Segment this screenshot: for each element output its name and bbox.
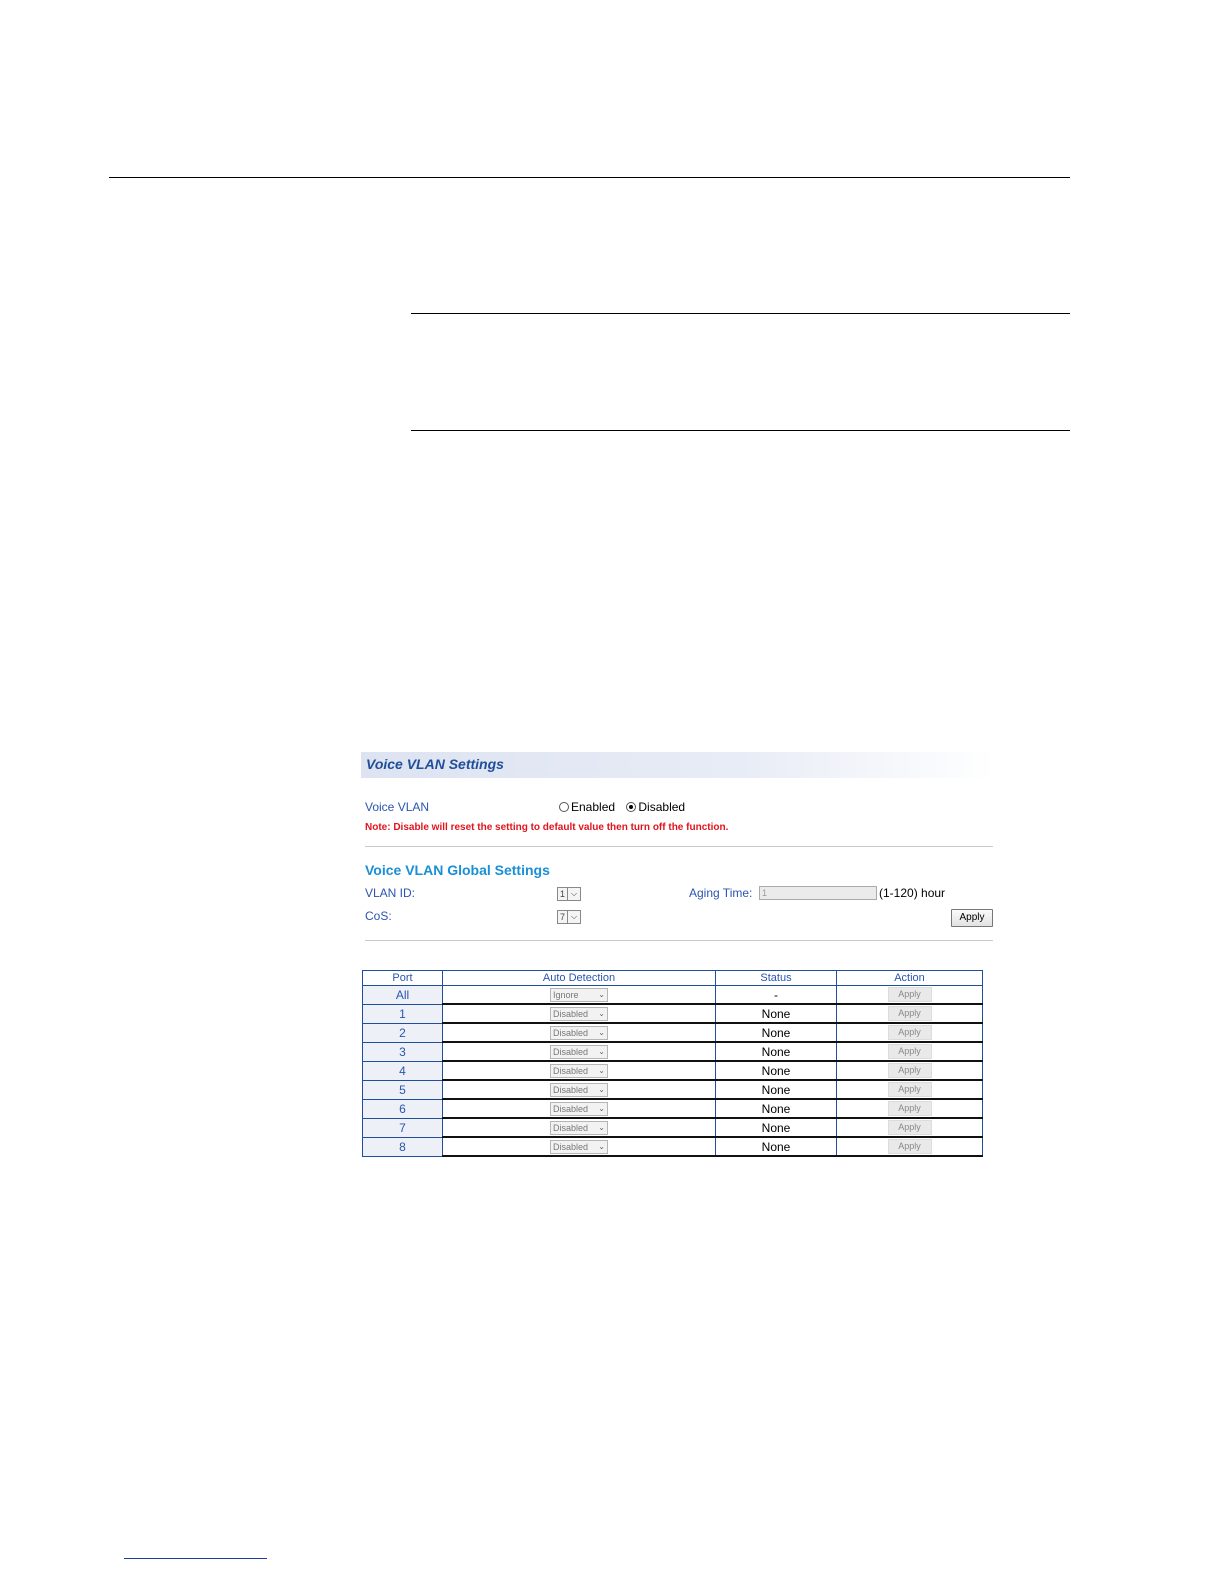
port-cell: 1 [363,1004,443,1023]
chevron-down-icon: ⌄ [598,1122,605,1132]
status-cell: - [716,986,837,1005]
row-apply-button[interactable]: Apply [888,1101,932,1116]
port-cell: 2 [363,1023,443,1042]
row-apply-button[interactable]: Apply [888,987,932,1002]
chevron-down-icon: ⌄ [598,1046,605,1056]
auto-detection-select[interactable] [550,1026,608,1040]
status-cell: None [716,1118,837,1137]
status-cell: None [716,1023,837,1042]
note-top-rule [411,313,1070,314]
table-row [363,1061,983,1080]
panel-title: Voice VLAN Settings [366,756,504,772]
port-cell: 7 [363,1118,443,1137]
auto-detection-value: Ignore [553,989,579,1000]
chevron-down-icon: ⌵ [567,888,580,900]
voice-vlan-radio-group [559,800,693,814]
table-row [363,1023,983,1042]
auto-detection-cell [443,986,716,1005]
table-row [363,1080,983,1099]
row-apply-button[interactable]: Apply [888,1025,932,1040]
aging-time-input[interactable]: 1 [759,886,877,900]
radio-disabled-label: Disabled [638,800,686,814]
vlan-id-label: VLAN ID: [365,886,416,900]
action-cell [837,1004,983,1023]
action-cell [837,1099,983,1118]
auto-detection-cell [443,1137,716,1156]
auto-detection-value: Disabled [553,1084,589,1095]
status-cell: None [716,1061,837,1080]
action-cell [837,1023,983,1042]
chevron-down-icon: ⌄ [598,989,605,999]
action-cell [837,1137,983,1156]
note-bottom-rule [411,430,1070,431]
status-cell: None [716,1099,837,1118]
disable-warning-note: Note: Disable will reset the setting to default value then turn off the function. [365,822,729,833]
table-row [363,986,983,1005]
footer-link-rule [124,1558,267,1559]
chevron-down-icon: ⌄ [598,1008,605,1018]
auto-detection-select[interactable] [550,1140,608,1154]
voice-vlan-label: Voice VLAN [365,800,430,814]
divider [365,846,993,847]
header-port: Port [363,971,443,986]
action-cell [837,1042,983,1061]
radio-enabled-label: Enabled [571,800,616,814]
auto-detection-select[interactable] [550,988,608,1002]
radio-disabled[interactable] [626,802,636,812]
chevron-down-icon: ⌄ [598,1141,605,1151]
table-row [363,1118,983,1137]
auto-detection-select[interactable] [550,1064,608,1078]
panel-title-bar [361,752,995,778]
port-cell: 8 [363,1137,443,1156]
port-cell: All [363,986,443,1005]
auto-detection-cell [443,1099,716,1118]
chevron-down-icon: ⌄ [598,1084,605,1094]
table-row [363,1004,983,1023]
auto-detection-select[interactable] [550,1121,608,1135]
page-header-rule [109,177,1070,178]
table-row [363,1137,983,1156]
divider [365,940,993,941]
chevron-down-icon: ⌄ [598,1027,605,1037]
voice-vlan-settings-panel [361,752,995,1162]
port-settings-table [362,970,983,1157]
auto-detection-value: Disabled [553,1141,589,1152]
chevron-down-icon: ⌵ [567,911,580,923]
row-apply-button[interactable]: Apply [888,1139,932,1154]
header-status: Status [716,971,837,986]
vlan-id-value: 1 [560,889,566,899]
port-cell: 5 [363,1080,443,1099]
header-auto-detection: Auto Detection [443,971,716,986]
auto-detection-cell [443,1004,716,1023]
row-apply-button[interactable]: Apply [888,1063,932,1078]
status-cell: None [716,1004,837,1023]
cos-label: CoS: [365,909,392,923]
status-cell: None [716,1080,837,1099]
auto-detection-value: Disabled [553,1027,589,1038]
auto-detection-cell [443,1042,716,1061]
auto-detection-cell [443,1061,716,1080]
action-cell [837,1118,983,1137]
header-action: Action [837,971,983,986]
port-cell: 3 [363,1042,443,1061]
chevron-down-icon: ⌄ [598,1065,605,1075]
auto-detection-value: Disabled [553,1103,589,1114]
auto-detection-cell [443,1023,716,1042]
row-apply-button[interactable]: Apply [888,1120,932,1135]
aging-time-range: (1-120) hour [879,886,946,900]
auto-detection-select[interactable] [550,1045,608,1059]
chevron-down-icon: ⌄ [598,1103,605,1113]
port-cell: 4 [363,1061,443,1080]
table-row [363,1042,983,1061]
cos-select[interactable] [557,910,581,924]
row-apply-button[interactable]: Apply [888,1082,932,1097]
auto-detection-select[interactable] [550,1102,608,1116]
port-cell: 6 [363,1099,443,1118]
table-header-row [363,971,983,986]
vlan-id-select[interactable] [557,887,581,901]
global-settings-title: Voice VLAN Global Settings [365,862,550,878]
cos-value: 7 [560,912,566,922]
auto-detection-value: Disabled [553,1065,589,1076]
table-row [363,1099,983,1118]
auto-detection-select[interactable] [550,1007,608,1021]
row-apply-button[interactable]: Apply [888,1044,932,1059]
radio-enabled[interactable] [559,802,569,812]
auto-detection-value: Disabled [553,1008,589,1019]
aging-time-label: Aging Time: [689,886,753,900]
auto-detection-cell [443,1118,716,1137]
global-apply-button[interactable]: Apply [951,909,993,927]
status-cell: None [716,1137,837,1156]
auto-detection-value: Disabled [553,1122,589,1133]
auto-detection-select[interactable] [550,1083,608,1097]
auto-detection-value: Disabled [553,1046,589,1057]
action-cell [837,1061,983,1080]
auto-detection-cell [443,1080,716,1099]
status-cell: None [716,1042,837,1061]
row-apply-button[interactable]: Apply [888,1006,932,1021]
action-cell [837,1080,983,1099]
action-cell [837,986,983,1005]
